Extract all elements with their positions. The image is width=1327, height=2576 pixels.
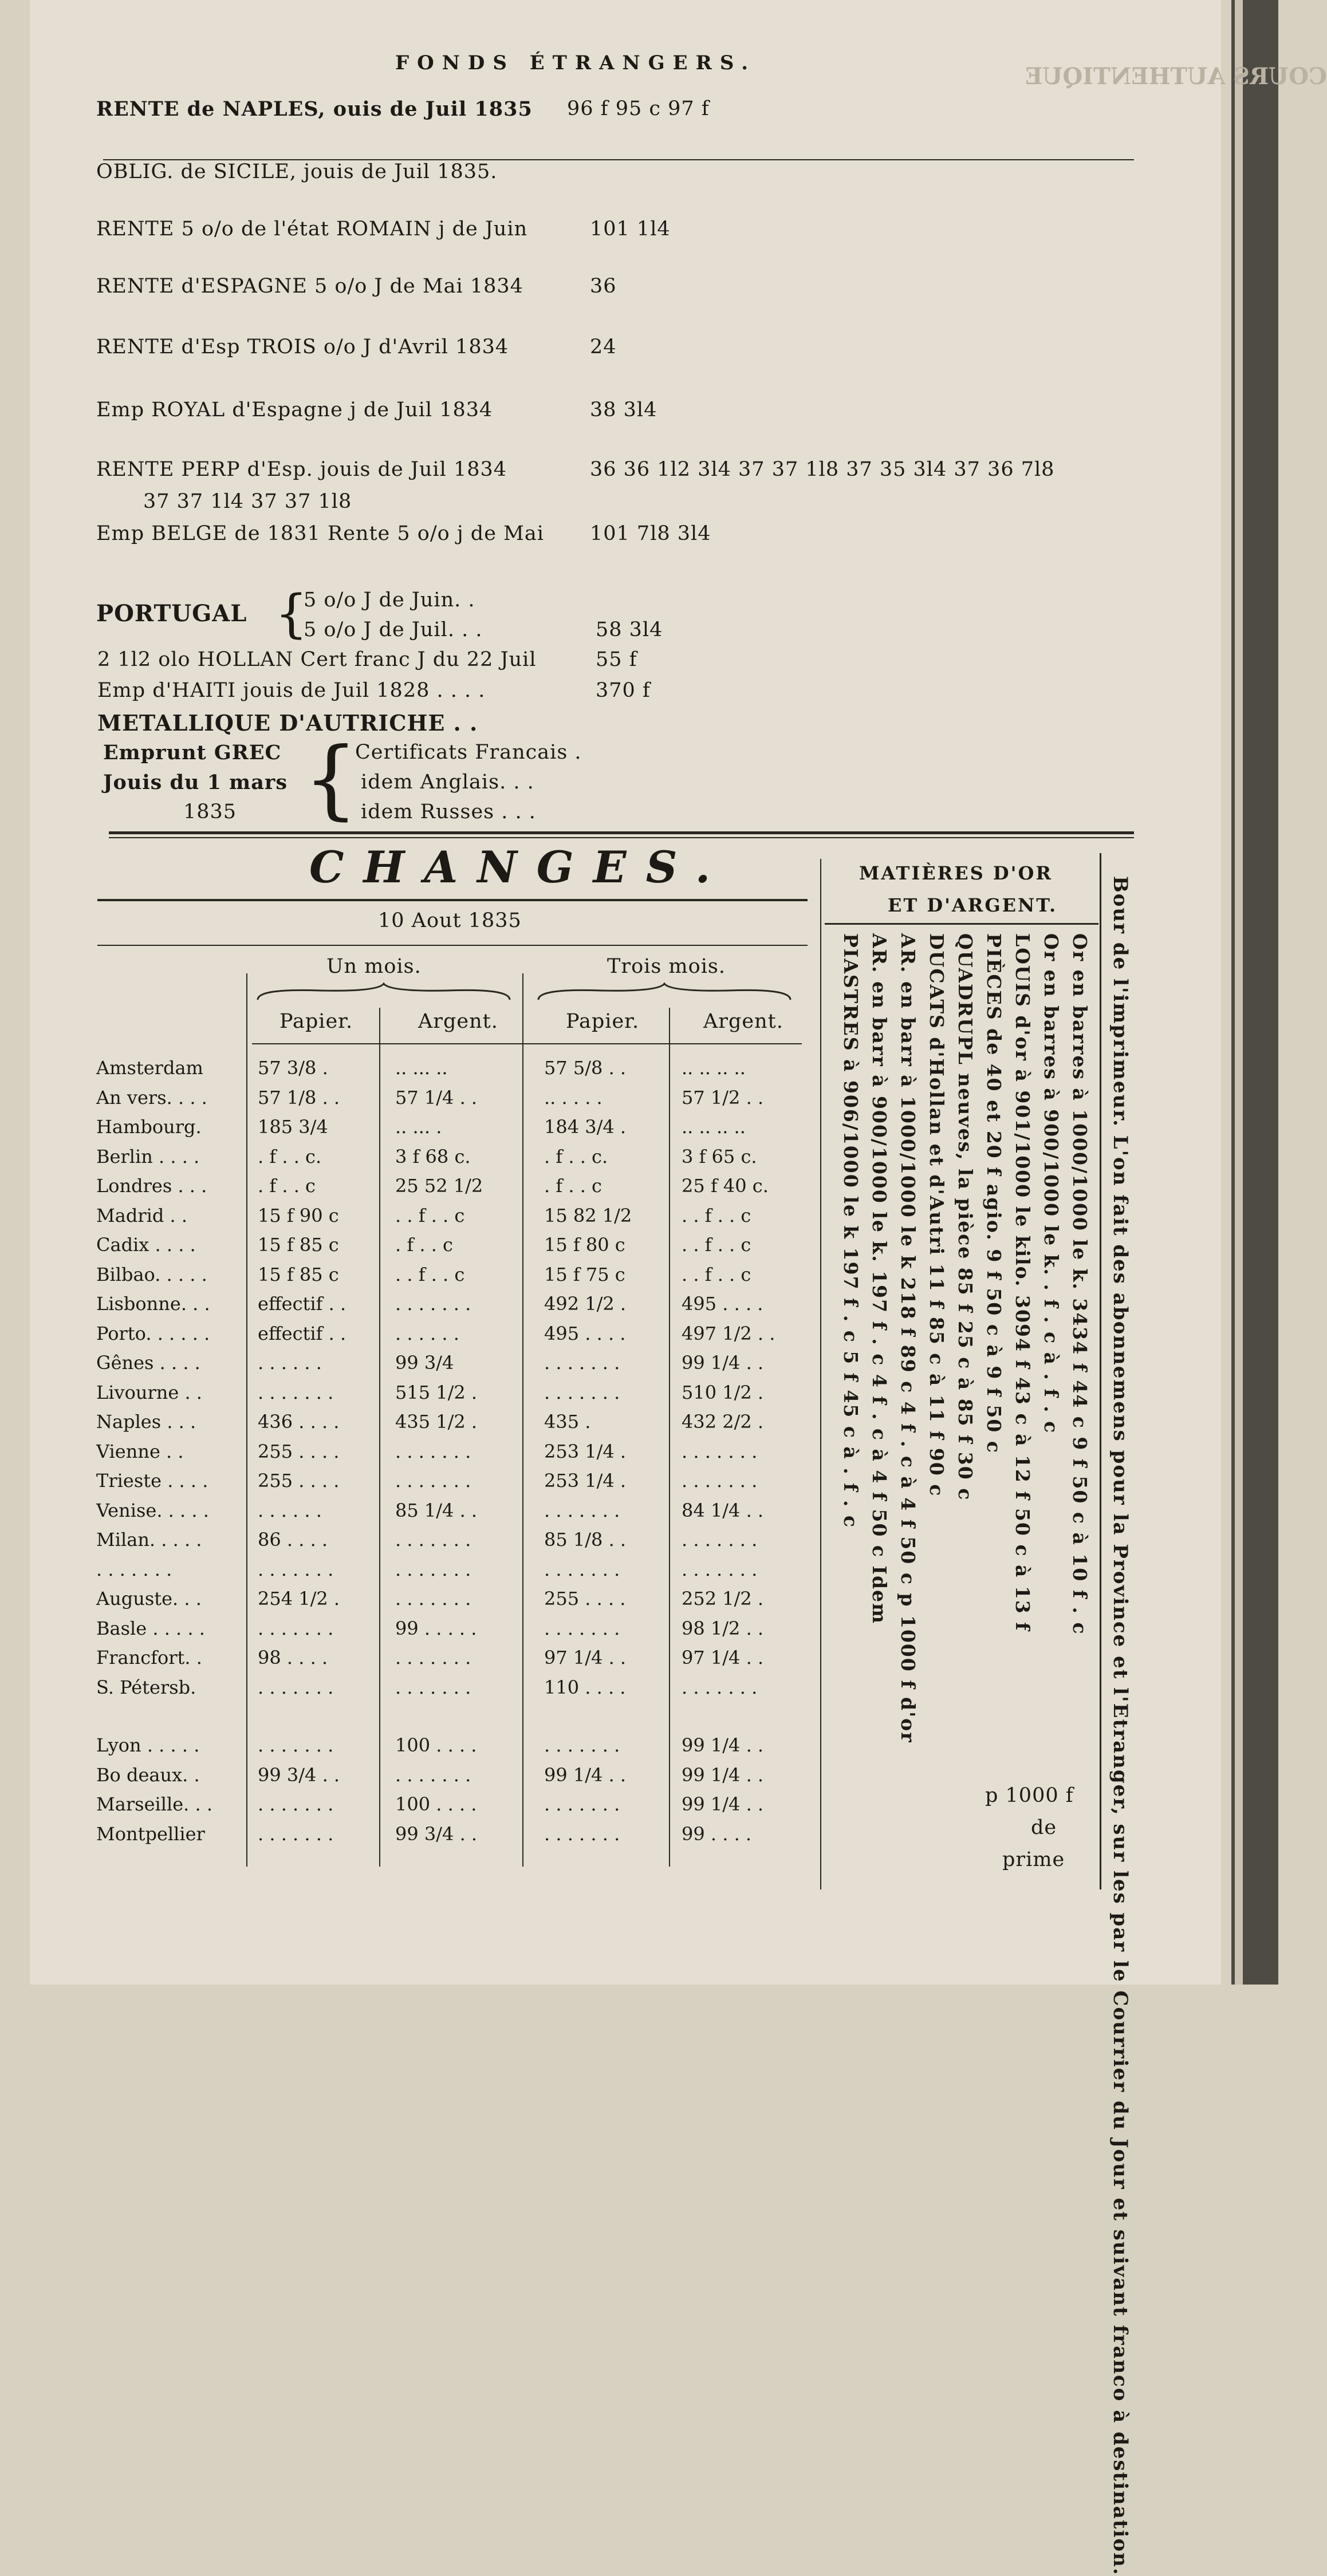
matieres-rule-left [820, 859, 821, 1889]
matieres-footer-2: de [1031, 1816, 1057, 1839]
change-cell: effectif . . [258, 1293, 346, 1315]
change-cell: . . . . . . . [258, 1822, 334, 1845]
change-cell: 99 1/4 . . [682, 1352, 764, 1374]
bleed-through-ghost: COURS AUTHENTIQUE [1025, 63, 1327, 90]
col-rule [246, 973, 247, 1867]
changes-rule-2 [97, 945, 808, 946]
change-city: An vers. . . . [96, 1086, 207, 1108]
matieres-line: DUCATS d'Hollan et d'Autri 11 f 85 c à 11 f 90 c [926, 933, 948, 1497]
change-city: Francfort. . [96, 1647, 202, 1668]
change-cell: 57 5/8 . . [544, 1057, 627, 1079]
group-trois-mois: Trois mois. [607, 955, 726, 978]
haiti-value: 370 f [596, 679, 651, 702]
matieres-title-1: MATIÈRES D'OR [859, 862, 1053, 884]
grec-line-1: Emprunt GREC [103, 741, 282, 764]
fonds-row-label: RENTE 5 o/o de l'état ROMAIN j de Juin [96, 218, 528, 240]
changes-title: CHANGES. [309, 842, 730, 893]
change-cell: . . f . . c [682, 1204, 751, 1226]
change-city: Cadix . . . . [96, 1234, 196, 1256]
matieres-line: PIASTRES à 906/1000 le k 197 f . c 5 f 45 c à . f . c [840, 933, 862, 1529]
change-cell: . . . . . . . [258, 1558, 334, 1580]
change-city: Berlin . . . . [96, 1145, 200, 1167]
change-cell: 15 f 75 c [544, 1263, 625, 1285]
fonds-row-label: RENTE PERP d'Esp. jouis de Juil 1834 [96, 458, 507, 481]
change-cell: 99 3/4 . . [395, 1822, 478, 1845]
change-city: Montpellier [96, 1822, 205, 1845]
change-cell: . . . . . . . [395, 1588, 471, 1609]
fonds-row-label: RENTE d'ESPAGNE 5 o/o J de Mai 1834 [96, 275, 523, 298]
change-cell: . . . . . . . [258, 1793, 334, 1815]
change-cell: 15 f 85 c [258, 1234, 339, 1256]
col-rule [379, 1008, 380, 1867]
change-city: Venise. . . . . [96, 1499, 209, 1521]
change-cell: . . . . . . . [258, 1676, 334, 1698]
change-cell: . . . . . . . [258, 1734, 334, 1756]
page-binding-edge [1231, 0, 1278, 1985]
matieres-footer-3: prime [1002, 1848, 1065, 1871]
col-argent-2: Argent. [703, 1010, 783, 1033]
change-cell: 25 52 1/2 [395, 1175, 483, 1197]
group-un-mois: Un mois. [326, 955, 422, 978]
matieres-line: QUADRUPL neuves, la pièce 85 f 25 c à 85 f 30 c [954, 933, 976, 1501]
change-cell: 252 1/2 . [682, 1588, 764, 1609]
matieres-line: PIÈCES de 40 et 20 f agio. 9 f 50 c à 9 f 50 c [983, 933, 1005, 1454]
matieres-footer-1: p 1000 f [985, 1784, 1074, 1807]
grec-cert-2: idem Anglais. . . [361, 771, 534, 794]
change-cell: . . . . . . . [682, 1558, 758, 1580]
change-cell: 492 1/2 . [544, 1293, 627, 1315]
changes-rule [97, 899, 808, 901]
change-cell: 57 1/2 . . [682, 1086, 764, 1108]
change-cell: . . . . . . . [395, 1647, 471, 1668]
change-cell: . . . . . . [258, 1499, 322, 1521]
change-cell: . . . . . . . [395, 1529, 471, 1551]
change-cell: . . . . . . . [395, 1470, 471, 1492]
change-cell: . . . . . . . [682, 1676, 758, 1698]
change-cell: 184 3/4 . [544, 1116, 627, 1138]
change-cell: .. ... .. [395, 1057, 448, 1079]
change-city: Gênes . . . . [96, 1352, 200, 1374]
section-rule-bottom [109, 837, 1134, 838]
col-papier-1: Papier. [279, 1010, 353, 1033]
hollan-label: 2 1l2 olo HOLLAN Cert franc J du 22 Juil [97, 648, 537, 671]
change-cell: . . . . . . . [544, 1734, 620, 1756]
portugal-line-2: 5 o/o J de Juil. . . [304, 618, 483, 641]
change-cell: 255 . . . . [544, 1588, 626, 1609]
change-cell: . . . . . . . [258, 1617, 334, 1639]
change-cell: 99 3/4 . . [258, 1764, 340, 1786]
grec-cert-1: Certificats Francais . [355, 741, 582, 764]
col-papier-2: Papier. [566, 1010, 640, 1033]
haiti-label: Emp d'HAITI jouis de Juil 1828 . . . . [97, 679, 486, 702]
col-rule [522, 973, 523, 1867]
change-cell: 98 . . . . [258, 1647, 328, 1668]
section-rule-top [109, 831, 1134, 834]
fonds-row-value: 101 7l8 3l4 [590, 522, 711, 545]
matieres-line: Or en barres à 900/1000 le k. . f . c à . f . c [1040, 933, 1062, 1434]
matieres-rule-right [1100, 853, 1101, 1889]
change-city: Bilbao. . . . . [96, 1263, 207, 1285]
fonds-row-value: 37 37 1l4 37 37 1l8 [143, 490, 352, 513]
change-cell: . . . . . . . [682, 1529, 758, 1551]
change-cell: 85 1/8 . . [544, 1529, 627, 1551]
change-cell: . . . . . . . [544, 1617, 620, 1639]
change-cell: .. .. .. .. [682, 1116, 746, 1138]
change-city: Trieste . . . . [96, 1470, 208, 1492]
change-cell: . . . . . . . [682, 1470, 758, 1492]
grec-line-2: Jouis du 1 mars [103, 771, 288, 794]
change-cell: . . . . . . [258, 1352, 322, 1374]
change-cell: 255 . . . . [258, 1440, 340, 1462]
change-cell: 253 1/4 . [544, 1440, 627, 1462]
change-cell: .. ... . [395, 1116, 442, 1138]
change-cell: 3 f 68 c. [395, 1145, 471, 1167]
change-cell: 97 1/4 . . [682, 1647, 764, 1668]
change-cell: 15 f 90 c [258, 1204, 339, 1226]
change-cell: . . . . . . . [544, 1352, 620, 1374]
portugal-line-1: 5 o/o J de Juin. . [304, 589, 475, 612]
change-city: Hambourg. [96, 1116, 202, 1138]
fonds-row-value: 36 36 1l2 3l4 37 37 1l8 37 35 3l4 37 36 7l8 [590, 458, 1055, 481]
change-cell: .. . . . . [544, 1086, 603, 1108]
matieres-title-2: ET D'ARGENT. [888, 894, 1058, 916]
change-cell: 435 1/2 . [395, 1411, 478, 1433]
change-city: Basle . . . . . [96, 1617, 205, 1639]
change-cell: . . f . . c [682, 1234, 751, 1256]
change-cell: . . . . . . . [395, 1440, 471, 1462]
change-cell: 99 3/4 [395, 1352, 454, 1374]
change-cell: 254 1/2 . [258, 1588, 340, 1609]
change-cell: 98 1/2 . . [682, 1617, 764, 1639]
change-cell: . . . . . . . [544, 1822, 620, 1845]
change-city: Porto. . . . . . [96, 1322, 210, 1344]
change-cell: 495 . . . . [682, 1293, 763, 1315]
change-cell: 99 1/4 . . [682, 1764, 764, 1786]
change-city: Bo deaux. . [96, 1764, 200, 1786]
portugal-brace: { [275, 584, 308, 644]
fonds-row-value: 24 [590, 336, 617, 358]
change-cell: . . . . . . . [395, 1558, 471, 1580]
change-cell: 99 1/4 . . [544, 1764, 627, 1786]
change-cell: . . f . . c [395, 1263, 465, 1285]
change-cell: 15 f 80 c [544, 1234, 625, 1256]
portugal-label: PORTUGAL [96, 600, 247, 627]
change-cell: 100 . . . . [395, 1734, 477, 1756]
change-cell: 100 . . . . [395, 1793, 477, 1815]
change-city: S. Pétersb. [96, 1676, 196, 1698]
change-cell: 255 . . . . [258, 1470, 340, 1492]
change-cell: . . . . . . . [544, 1793, 620, 1815]
group-braces [252, 983, 802, 1005]
fonds-row-label: OBLIG. de SICILE, jouis de Juil 1835. [96, 160, 498, 183]
fonds-row-label: Emp ROYAL d'Espagne j de Juil 1834 [96, 399, 493, 421]
fonds-row-value: 96 f 95 c 97 f [567, 97, 710, 120]
fonds-row-value: 101 1l4 [590, 218, 671, 240]
change-city: . . . . . . . [96, 1558, 172, 1580]
change-cell: . . f . . c [682, 1263, 751, 1285]
change-cell: . . . . . . . [395, 1764, 471, 1786]
change-cell: 99 1/4 . . [682, 1793, 764, 1815]
grec-cert-3: idem Russes . . . [361, 800, 536, 823]
fonds-row-value: 38 3l4 [590, 399, 657, 421]
change-cell: 99 . . . . [682, 1822, 752, 1845]
matieres-title-rule [825, 923, 1098, 925]
change-city: Naples . . . [96, 1411, 196, 1433]
fonds-row-label: Emp BELGE de 1831 Rente 5 o/o j de Mai [96, 522, 544, 545]
change-city: Auguste. . . [96, 1588, 202, 1609]
metallique-label: METALLIQUE D'AUTRICHE . . [97, 710, 478, 736]
change-city: Amsterdam [96, 1057, 203, 1079]
change-cell: 432 2/2 . [682, 1411, 764, 1433]
change-cell: 99 . . . . . [395, 1617, 477, 1639]
hollan-value: 55 f [596, 648, 637, 671]
change-cell: . . . . . . . [395, 1293, 471, 1315]
change-cell: . f . . c. [544, 1145, 608, 1167]
change-cell: effectif . . [258, 1322, 346, 1344]
change-cell: 497 1/2 . . [682, 1322, 775, 1344]
grec-line-3: 1835 [183, 800, 237, 823]
change-cell: 495 . . . . [544, 1322, 626, 1344]
change-city: Londres . . . [96, 1175, 207, 1197]
fonds-row-label: RENTE de NAPLES, ouis de Juil 1835 [96, 97, 533, 121]
change-city: Marseille. . . [96, 1793, 212, 1815]
matieres-line: AR. en barr à 900/1000 le k. 197 f . c 4 f . c à 4 f 50 c Idem [868, 933, 891, 1624]
matieres-line: Or en barres à 1000/1000 le k. 3434 f 44 c 9 f 50 c à 10 f . c [1069, 933, 1091, 1635]
change-cell: . . . . . . . [544, 1558, 620, 1580]
change-cell: . . f . . c [395, 1204, 465, 1226]
change-cell: 253 1/4 . [544, 1470, 627, 1492]
change-cell: 110 . . . . [544, 1676, 626, 1698]
change-cell: 515 1/2 . [395, 1381, 478, 1403]
change-cell: 86 . . . . [258, 1529, 328, 1551]
change-cell: . f . . c [258, 1175, 316, 1197]
change-cell: 57 1/8 . . [258, 1086, 340, 1108]
change-city: Lisbonne. . . [96, 1293, 210, 1315]
portugal-value: 58 3l4 [596, 618, 663, 641]
fonds-title: FONDS ÉTRANGERS. [395, 52, 757, 74]
header-rule [252, 1043, 802, 1044]
change-cell: . . . . . . . [682, 1440, 758, 1462]
change-cell: 84 1/4 . . [682, 1499, 764, 1521]
sidebar-notice: Bour de l'imprimeur. L'on fait des abonnemens pour la Province et l'Etranger, sur les par le Courrier du Jour et suivant franco à destination. [1109, 876, 1132, 2576]
divider [103, 159, 1134, 160]
change-cell: 510 1/2 . [682, 1381, 764, 1403]
grec-brace: { [304, 729, 359, 829]
changes-date: 10 Aout 1835 [378, 909, 522, 932]
change-city: Milan. . . . . [96, 1529, 202, 1551]
change-cell: 435 . [544, 1411, 591, 1433]
change-cell: . . . . . . . [258, 1381, 334, 1403]
matieres-line: AR. en barr à 1000/1000 le k 218 f 89 c 4 f . c à 4 f 50 c p 1000 f d'or [897, 933, 919, 1743]
change-cell: 97 1/4 . . [544, 1647, 627, 1668]
change-cell: 85 1/4 . . [395, 1499, 478, 1521]
fonds-row-label: RENTE d'Esp TROIS o/o J d'Avril 1834 [96, 336, 509, 358]
change-cell: 15 82 1/2 [544, 1204, 632, 1226]
change-cell: 99 1/4 . . [682, 1734, 764, 1756]
change-cell: 57 1/4 . . [395, 1086, 478, 1108]
col-argent-1: Argent. [418, 1010, 498, 1033]
change-cell: . . . . . . [395, 1322, 459, 1344]
change-cell: 15 f 85 c [258, 1263, 339, 1285]
change-city: Vienne . . [96, 1440, 184, 1462]
change-cell: 185 3/4 [258, 1116, 328, 1138]
change-cell: 3 f 65 c. [682, 1145, 757, 1167]
col-rule [669, 1008, 670, 1867]
matieres-line: LOUIS d'or à 901/1000 le kilo. 3094 f 43 c à 12 f 50 c à 13 f [1011, 933, 1034, 1632]
change-city: Madrid . . [96, 1204, 188, 1226]
change-cell: 436 . . . . [258, 1411, 340, 1433]
change-cell: . f . . c [544, 1175, 602, 1197]
change-cell: . . . . . . . [544, 1381, 620, 1403]
change-cell: 25 f 40 c. [682, 1175, 769, 1197]
fonds-row-value: 36 [590, 275, 617, 298]
change-cell: .. .. .. .. [682, 1057, 746, 1079]
change-cell: . . . . . . . [395, 1676, 471, 1698]
change-cell: . f . . c. [258, 1145, 322, 1167]
change-city: Livourne . . [96, 1381, 202, 1403]
change-cell: 57 3/8 . [258, 1057, 328, 1079]
change-cell: . . . . . . . [544, 1499, 620, 1521]
change-cell: . f . . c [395, 1234, 453, 1256]
change-city: Lyon . . . . . [96, 1734, 200, 1756]
